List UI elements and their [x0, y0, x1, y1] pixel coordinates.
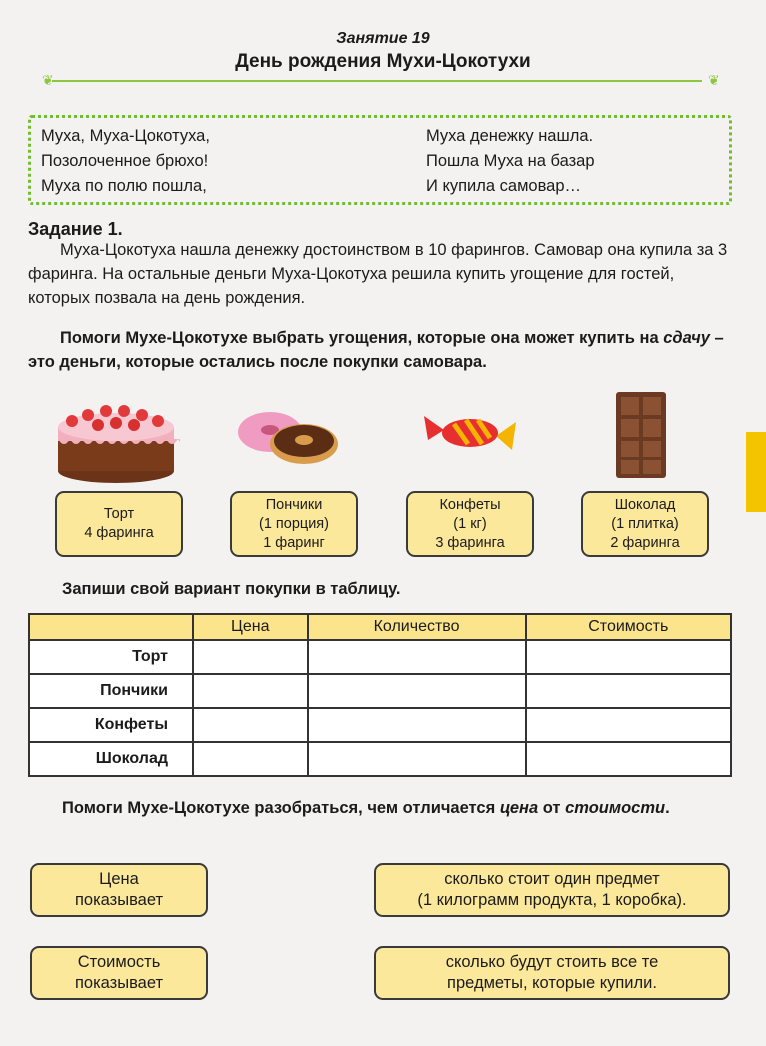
row-label: Конфеты	[29, 708, 193, 742]
price-definition-card[interactable]	[374, 863, 730, 917]
price-card-chocolate	[581, 491, 709, 557]
item-name: Шоколад	[614, 496, 676, 513]
table-header-blank	[29, 614, 193, 640]
table-header-quantity: Количество	[308, 614, 526, 640]
item-name: Торт	[103, 506, 135, 522]
table-cell-quantity[interactable]	[308, 708, 526, 742]
poem-box	[28, 115, 732, 205]
table-heading: Запиши свой вариант покупки в таблицу.	[62, 580, 401, 598]
item-portion: (1 порция)	[259, 515, 329, 532]
task-instruction: Помоги Мухе-Цокотухе выбрать угощения, которые она может купить на сдачу – это деньги, которые остались после покупки самовара.	[28, 329, 724, 371]
table-row	[29, 708, 731, 742]
table-row	[29, 640, 731, 674]
purchase-table	[28, 613, 732, 777]
table-header-cost: Стоимость	[526, 614, 731, 640]
poem-line: Пошла Муха на базар	[426, 152, 595, 170]
table-cell-quantity[interactable]	[308, 640, 526, 674]
card-line: Стоимость	[77, 953, 161, 971]
card-line: предметы, которые купили.	[447, 974, 657, 992]
row-label: Пончики	[29, 674, 193, 708]
poem-left-column	[41, 124, 210, 199]
poem-line: Муха денежку нашла.	[426, 127, 594, 145]
table-row	[29, 742, 731, 776]
table-cell-quantity[interactable]	[308, 674, 526, 708]
table-cell-price[interactable]	[193, 708, 308, 742]
candy-icon	[422, 410, 518, 458]
table-cell-cost[interactable]	[526, 742, 731, 776]
donuts-icon	[236, 408, 340, 466]
item-price: 4 фаринга	[84, 525, 154, 541]
table-cell-price[interactable]	[193, 640, 308, 674]
price-card-candy	[406, 491, 534, 557]
item-price: 3 фаринга	[435, 534, 505, 551]
card-line: сколько будут стоить все те	[445, 953, 659, 971]
poem-right-column	[426, 124, 595, 199]
table-cell-cost[interactable]	[526, 708, 731, 742]
poem-line: Позолоченное брюхо!	[41, 152, 209, 170]
item-name: Конфеты	[439, 496, 501, 513]
poem-line: Муха по полю пошла,	[41, 177, 207, 195]
page-title: День рождения Мухи-Цокотухи	[235, 51, 531, 72]
card-line: сколько стоит один предмет	[444, 870, 660, 888]
table-cell-cost[interactable]	[526, 640, 731, 674]
price-label-card[interactable]	[30, 863, 208, 917]
cost-label-card[interactable]	[30, 946, 208, 1000]
poem-line: И купила самовар…	[426, 177, 582, 195]
price-card-cake	[55, 491, 183, 557]
ornament-right-icon: ❦	[708, 72, 720, 88]
table-row	[29, 674, 731, 708]
item-portion: (1 кг)	[453, 515, 487, 532]
row-label: Шоколад	[29, 742, 193, 776]
card-line: показывает	[74, 891, 164, 909]
table-cell-cost[interactable]	[526, 674, 731, 708]
task-heading: Задание 1.	[28, 219, 123, 239]
item-portion: (1 плитка)	[611, 515, 679, 532]
item-price: 1 фаринг	[263, 534, 325, 551]
card-line: (1 килограмм продукта, 1 коробка).	[417, 891, 687, 909]
item-name: Пончики	[265, 496, 323, 513]
lesson-number: Занятие 19	[336, 30, 430, 47]
poem-line: Муха, Муха-Цокотуха,	[41, 127, 210, 145]
card-line: показывает	[74, 974, 164, 992]
chocolate-icon	[614, 390, 668, 480]
page-side-tab	[746, 432, 766, 512]
price-card-donuts	[230, 491, 358, 557]
table-header-price: Цена	[193, 614, 308, 640]
card-line: Цена	[99, 870, 139, 888]
table-cell-price[interactable]	[193, 742, 308, 776]
item-price: 2 фаринга	[610, 534, 680, 551]
title-divider	[52, 80, 702, 82]
cake-icon	[52, 393, 180, 485]
cost-definition-card[interactable]	[374, 946, 730, 1000]
task-text: Муха-Цокотуха нашла денежку достоинством в 10 фарингов. Самовар она купила за 3 фаринга. На остальные деньги Муха-Цокотуха решила купить угощение для гостей, которых позвала на день рождения.	[28, 241, 728, 307]
ornament-left-icon: ❦	[42, 72, 54, 88]
compare-instruction: Помоги Мухе-Цокотухе разобраться, чем отличается цена от стоимости.	[62, 799, 670, 817]
table-cell-price[interactable]	[193, 674, 308, 708]
row-label: Торт	[29, 640, 193, 674]
table-cell-quantity[interactable]	[308, 742, 526, 776]
